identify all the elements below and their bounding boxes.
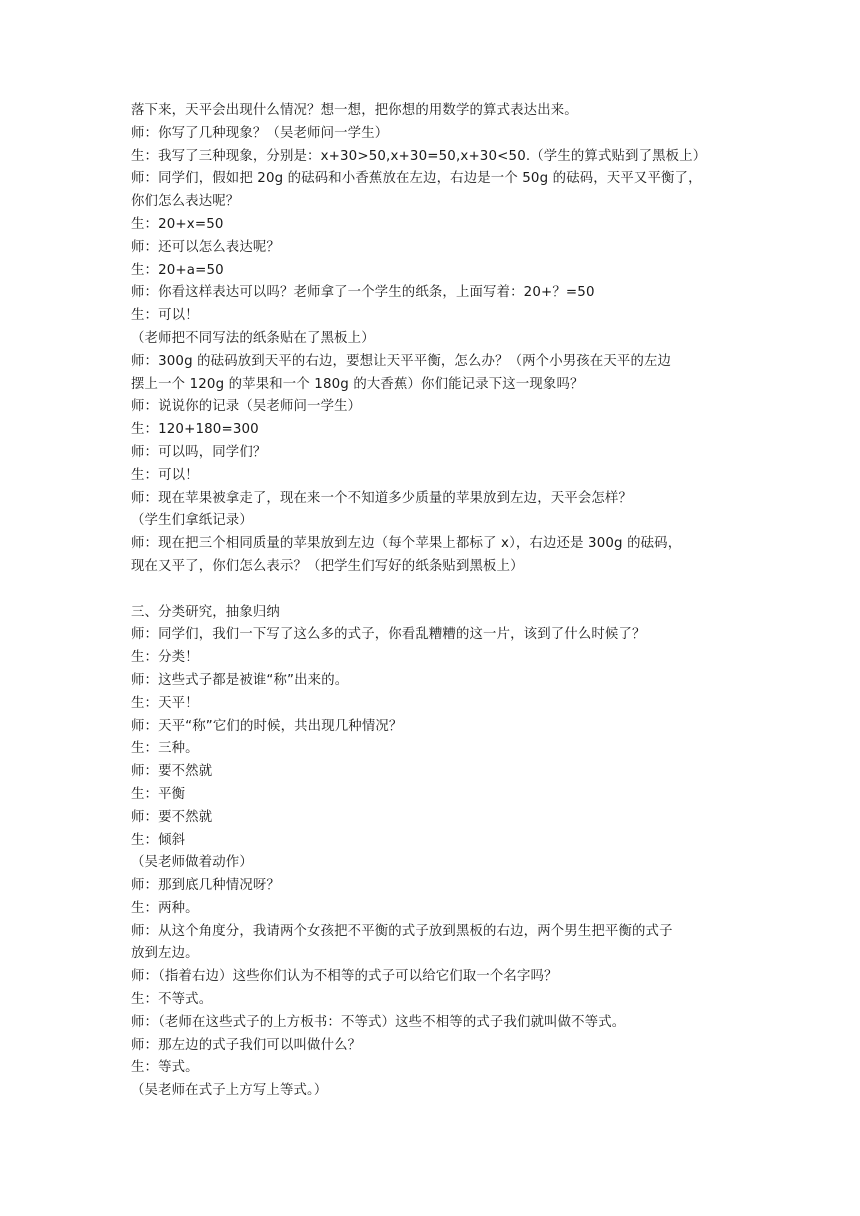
- text-line: 生：天平！: [131, 695, 199, 711]
- text-line: 师：300g 的砝码放到天平的右边，要想让天平平衡，怎么办？（两个小男孩在天平的左边: [131, 353, 672, 369]
- text-line: 生：我写了三种现象，分别是：x+30>50,x+30=50,x+30<50.（学生的算式贴到了黑板上）: [131, 148, 707, 164]
- text-line: 生：120+180=300: [131, 422, 259, 438]
- text-line: 师：你写了几种现象？（吴老师问一学生）: [131, 125, 389, 141]
- text-line: 师：还可以怎么表达呢？: [131, 239, 280, 255]
- text-line: 师：可以吗，同学们？: [131, 444, 267, 460]
- text-line: 生：20+x=50: [131, 216, 224, 232]
- text-line: 师：这些式子都是被谁“称”出来的。: [131, 672, 349, 688]
- text-line: 生：不等式。: [131, 992, 213, 1008]
- text-line: 师：（老师在这些式子的上方板书：不等式）这些不相等的式子我们就叫做不等式。: [131, 1014, 626, 1030]
- text-line: 你们怎么表达呢？: [131, 194, 240, 210]
- text-line: 师：那到底几种情况呀？: [131, 878, 280, 894]
- section-heading: 三、分类研究，抽象归纳: [131, 604, 280, 620]
- text-line: （老师把不同写法的纸条贴在了黑板上）: [131, 330, 375, 346]
- text-line: 摆上一个 120g 的苹果和一个 180g 的大香蕉）你们能记录下这一现象吗？: [131, 376, 584, 392]
- document-body: [131, 100, 736, 1103]
- text-line: 师：天平“称”它们的时候，共出现几种情况？: [131, 718, 403, 734]
- text-line: 师：说说你的记录（吴老师问一学生）: [131, 399, 362, 415]
- text-line: 生：倾斜: [131, 832, 186, 848]
- blank-line: [131, 579, 736, 602]
- text-line: （吴老师做着动作）: [131, 855, 253, 871]
- text-line: 师：那左边的式子我们可以叫做什么？: [131, 1037, 362, 1053]
- text-line: 生：20+a=50: [131, 262, 224, 278]
- text-line: 师：要不然就: [131, 809, 213, 825]
- text-line: 落下来，天平会出现什么情况？想一想，把你想的用数学的算式表达出来。: [131, 103, 578, 118]
- text-line: 师：你看这样表达可以吗？老师拿了一个学生的纸条，上面写着：20+？=50: [131, 285, 595, 301]
- text-line: 师：（指着右边）这些你们认为不相等的式子可以给它们取一个名字吗？: [131, 969, 558, 985]
- text-line: 师：从这个角度分，我请两个女孩把不平衡的式子放到黑板的右边，两个男生把平衡的式子: [131, 923, 673, 939]
- text-line: 生：等式。: [131, 1060, 199, 1076]
- text-line: 生：两种。: [131, 900, 199, 916]
- text-line: 师：现在苹果被拿走了，现在来一个不知道多少质量的苹果放到左边，天平会怎样？: [131, 490, 633, 506]
- text-line: 放到左边。: [131, 946, 199, 962]
- text-line: 师：要不然就: [131, 764, 213, 780]
- text-line: 生：分类！: [131, 650, 199, 666]
- text-line: 生：可以！: [131, 467, 199, 483]
- text-line: 师：同学们，我们一下写了这么多的式子，你看乱糟糟的这一片，该到了什么时候了？: [131, 627, 646, 643]
- text-line: 生：三种。: [131, 741, 199, 757]
- text-line: 生：平衡: [131, 786, 186, 802]
- text-line: 师：现在把三个相同质量的苹果放到左边（每个苹果上都标了 x），右边还是 300g 的砝码，: [131, 536, 682, 552]
- text-line: 现在又平了，你们怎么表示？（把学生们写好的纸条贴到黑板上）: [131, 558, 524, 574]
- text-line: （吴老师在式子上方写上等式。）: [131, 1083, 328, 1099]
- text-line: 师：同学们，假如把 20g 的砝码和小香蕉放在左边，右边是一个 50g 的砝码，天平又平衡了，: [131, 171, 702, 187]
- text-line: （学生们拿纸记录）: [131, 513, 253, 529]
- text-line: 生：可以！: [131, 308, 199, 324]
